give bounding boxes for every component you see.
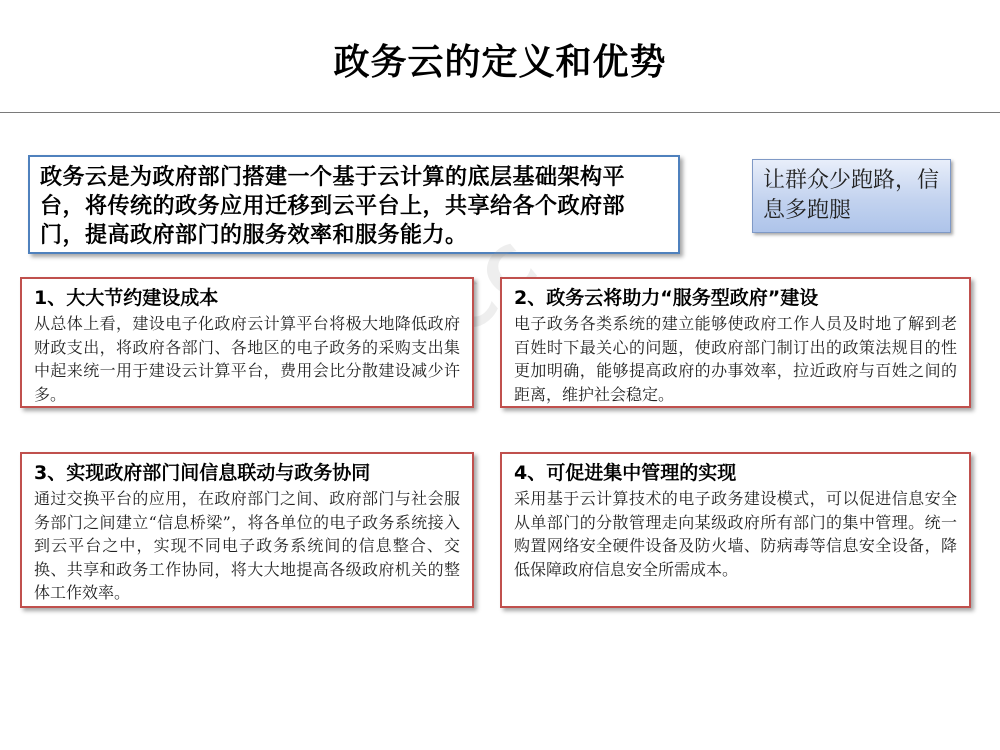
advantage-card-title: 2、政务云将助力“服务型政府”建设 (514, 287, 819, 309)
slide-title: 政务云的定义和优势 (333, 42, 667, 83)
advantage-card-body: 采用基于云计算技术的电子政务建设模式，可以促进信息安全从单部门的分散管理走向某级政府所有部门的集中管理。统一购置网络安全硬件设备及防火墙、防病毒等信息安全设备，降低保障政府信息安全所需成本。 (514, 489, 957, 579)
advantage-card-centralized-management (500, 452, 971, 608)
advantage-card-collaboration (20, 452, 474, 608)
advantage-card-service-government (500, 277, 971, 408)
advantage-card-body: 电子政务各类系统的建立能够使政府工作人员及时地了解到老百姓时下最关心的问题，使政府部门制订出的政策法规目的性更加明确，能够提高政府的办事效率，拉近政府与百姓之间的距离，维护社会稳定。 (514, 314, 957, 404)
advantage-card-title: 1、大大节约建设成本 (34, 287, 219, 309)
advantage-card-title: 4、可促进集中管理的实现 (514, 462, 737, 484)
definition-text: 政务云是为政府部门搭建一个基于云计算的底层基础架构平台，将传统的政务应用迁移到云平台上，共享给各个政府部门，提高政府部门的服务效率和服务能力。 (40, 165, 626, 248)
slogan-text: 让群众少跑路，信息多跑腿 (763, 168, 940, 223)
definition-box (28, 155, 680, 254)
advantage-card-cost (20, 277, 474, 408)
title-divider (0, 112, 1000, 113)
advantage-card-body: 从总体上看，建设电子化政府云计算平台将极大地降低政府财政支出，将政府各部门、各地区的电子政务的采购支出集中起来统一用于建设云计算平台，费用会比分散建设减少许多。 (34, 314, 460, 404)
slogan-box (752, 159, 951, 233)
advantage-card-title: 3、实现政府部门间信息联动与政务协同 (34, 462, 371, 484)
advantage-card-body: 通过交换平台的应用，在政府部门之间、政府部门与社会服务部门之间建立“信息桥梁”，将各单位的电子政务系统接入到云平台之中，实现不同电子政务系统间的信息整合、交换、共享和政务工作协同，将大大地提高各级政府机关的整体工作效率。 (34, 489, 460, 602)
